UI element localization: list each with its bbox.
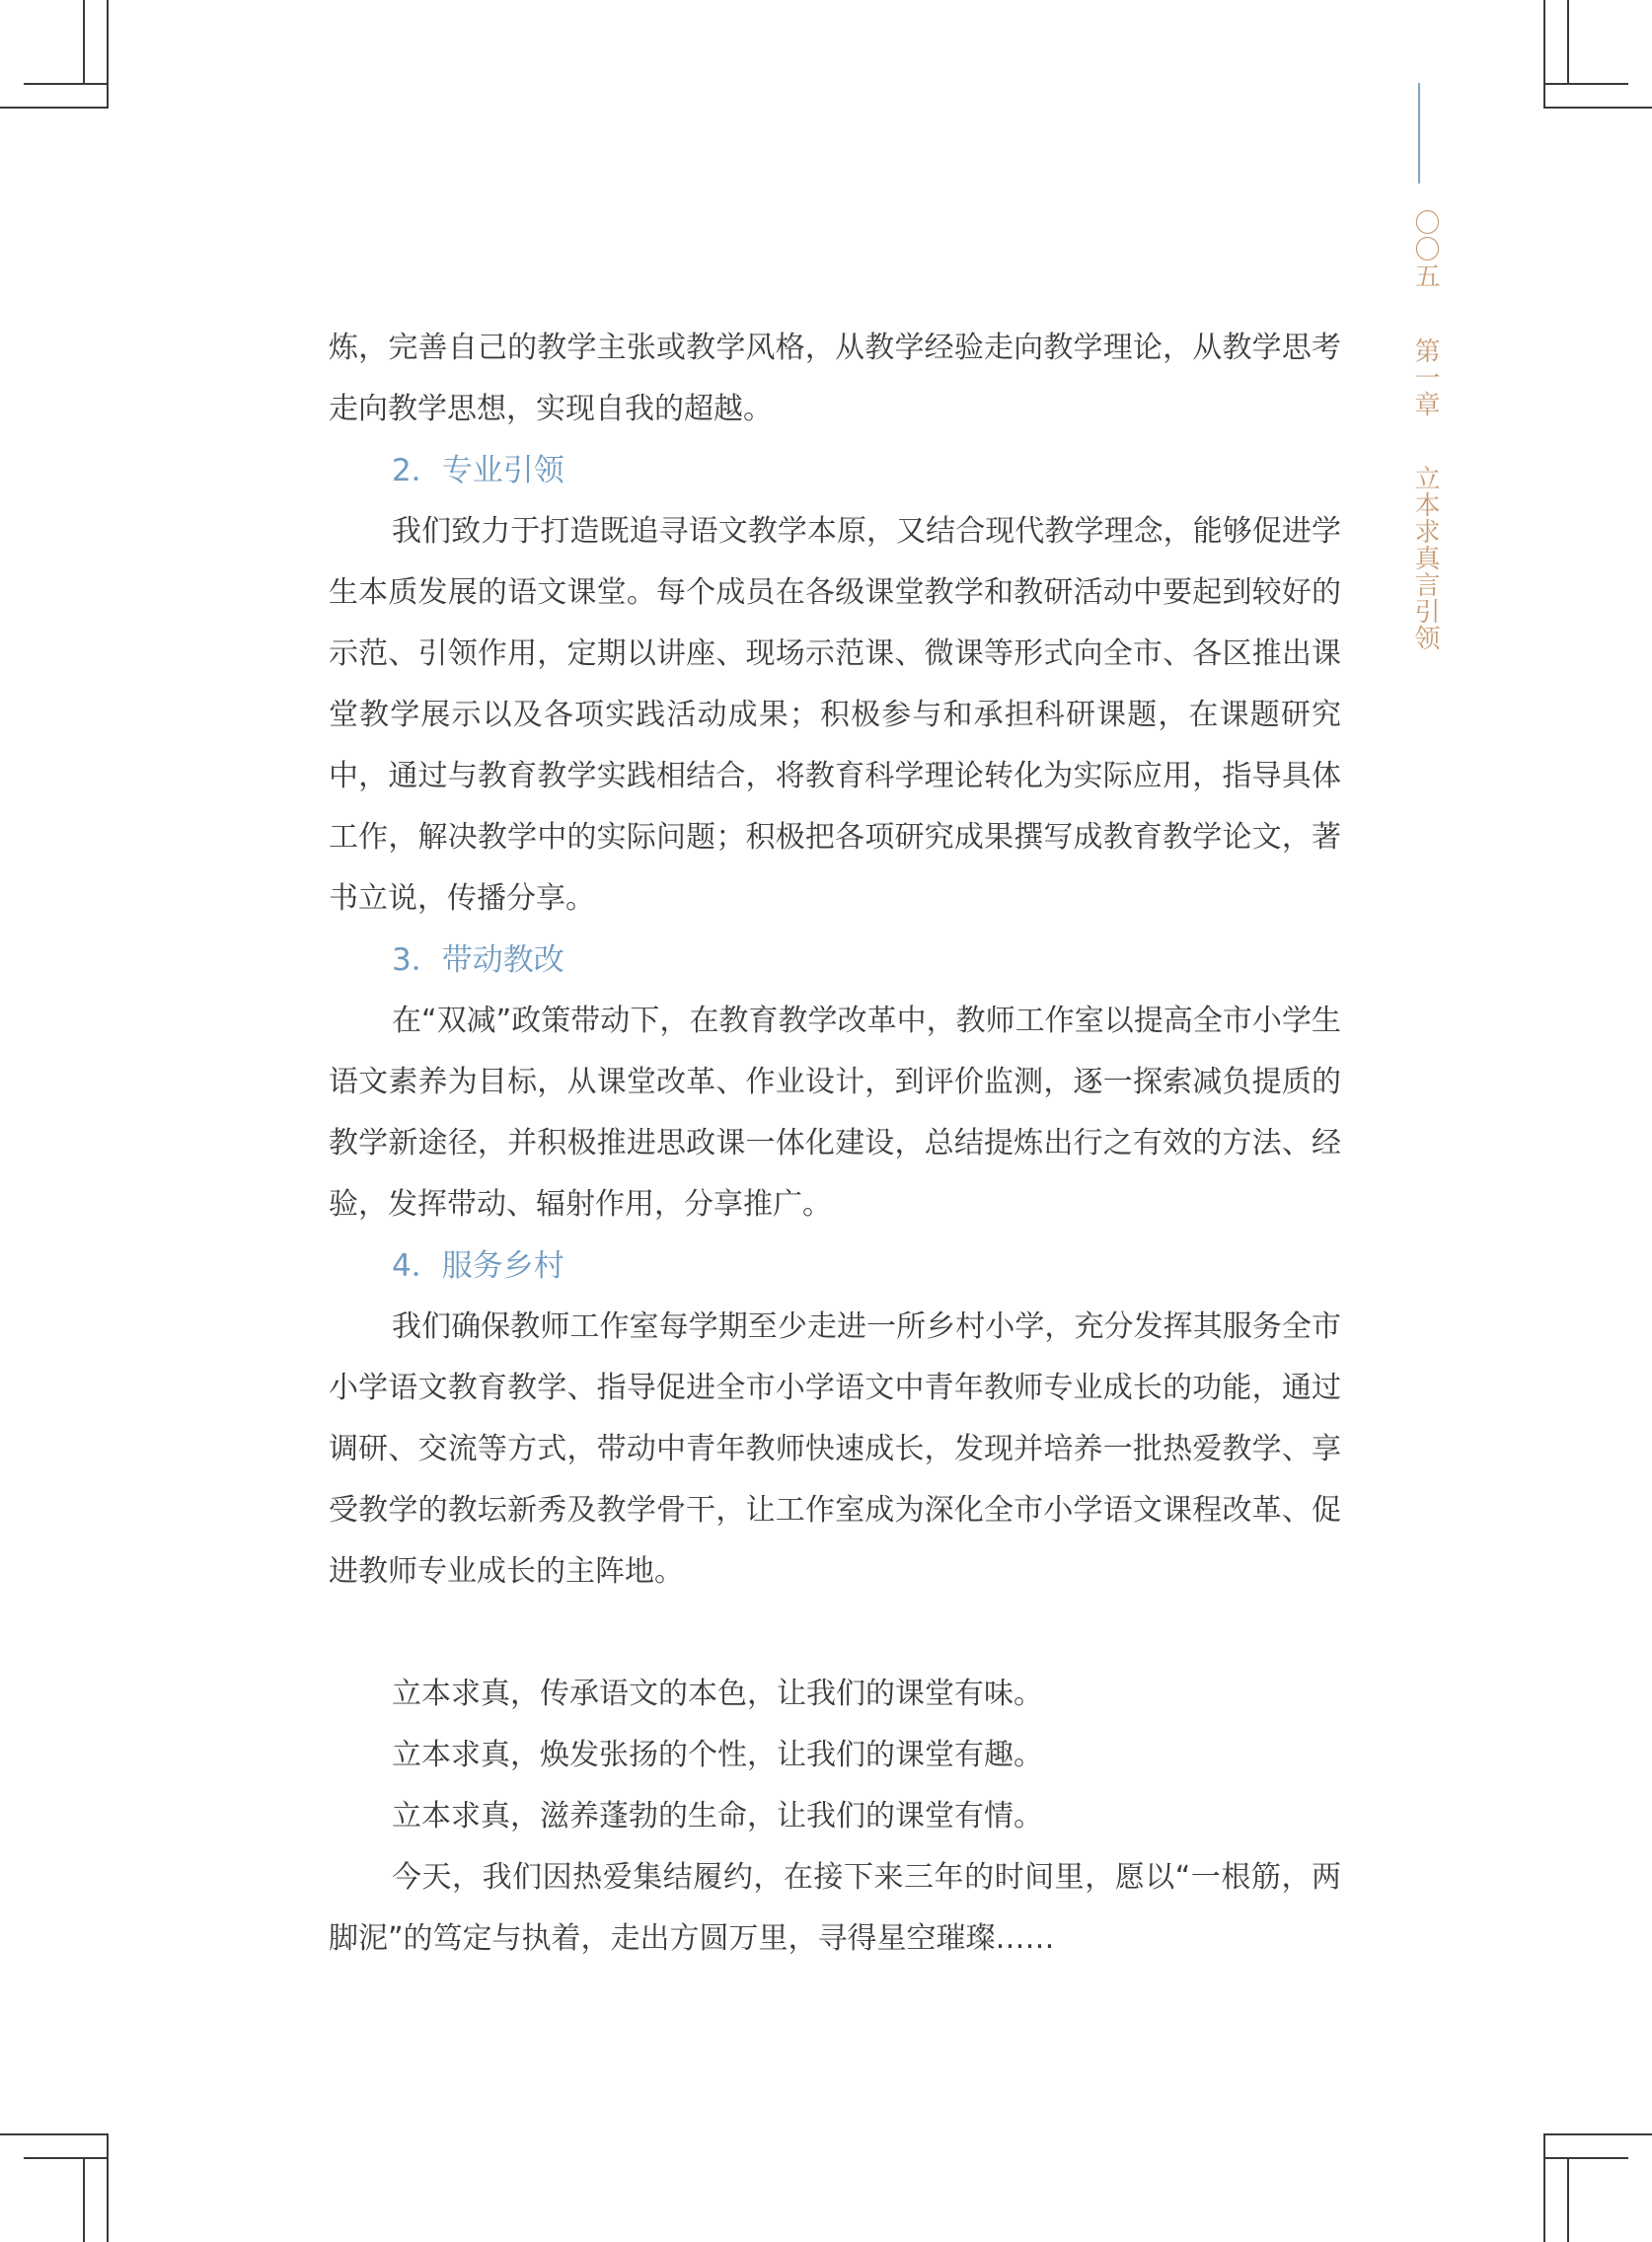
closing-paragraph: 今天，我们因热爱集结履约，在接下来三年的时间里，愿以“一根筋，两脚泥”的笃定与执着，走出方圆万里，寻得星空璀璨…… bbox=[329, 1860, 1341, 1956]
crop-mark-top-left-vertical-inner bbox=[83, 0, 85, 85]
closing-line-3: 立本求真，滋养蓬勃的生命，让我们的课堂有情。 bbox=[392, 1799, 1043, 1833]
crop-mark-top-left-horizontal bbox=[0, 107, 109, 109]
crop-mark-top-right-vertical bbox=[1543, 0, 1545, 109]
running-head bbox=[1399, 209, 1439, 651]
page-number: 〇〇五 bbox=[1410, 209, 1440, 289]
crop-mark-bottom-right-horizontal bbox=[1543, 2133, 1652, 2135]
crop-mark-bottom-right-vertical bbox=[1543, 2133, 1545, 2242]
page-body bbox=[329, 318, 1341, 1970]
crop-mark-bottom-left-horizontal bbox=[0, 2133, 109, 2135]
paragraph-4: 我们确保教师工作室每学期至少走进一所乡村小学，充分发挥其服务全市小学语文教育教学、指导促进全市小学语文中青年教师专业成长的功能，通过调研、交流等方式，带动中青年教师快速成长，发现并培养一批热爱教学、享受教学的教坛新秀及教学骨干，让工作室成为深化全市小学语文课程改革、促进教师专业成长的主阵地。 bbox=[329, 1309, 1341, 1589]
crop-mark-bottom-right-horizontal-inner bbox=[1543, 2157, 1628, 2159]
paragraph-2: 我们致力于打造既追寻语文教学本原，又结合现代教学理念，能够促进学生本质发展的语文课堂。每个成员在各级课堂教学和教研活动中要起到较好的示范、引领作用，定期以讲座、现场示范课、微课等形式向全市、各区推出课堂教学展示以及各项实践活动成果；积极参与和承担科研课题，在课题研究中，通过与教育教学实践相结合，将教育科学理论转化为实际应用，指导具体工作，解决教学中的实际问题；积极把各项研究成果撰写成教育教学论文，著书立说，传播分享。 bbox=[329, 514, 1341, 916]
paragraph-continued: 炼，完善自己的教学主张或教学风格，从教学经验走向教学理论，从教学思考走向教学思想，实现自我的超越。 bbox=[329, 331, 1341, 426]
crop-mark-top-right-horizontal bbox=[1543, 107, 1652, 109]
section-heading-2: 2．专业引领 bbox=[392, 453, 564, 488]
closing-line-2: 立本求真，焕发张扬的个性，让我们的课堂有趣。 bbox=[392, 1738, 1043, 1772]
crop-mark-bottom-left-vertical-inner bbox=[83, 2157, 85, 2242]
crop-mark-bottom-right-vertical-inner bbox=[1567, 2157, 1569, 2242]
chapter-title: 立本求真言引领 bbox=[1410, 465, 1440, 652]
crop-mark-top-right-horizontal-inner bbox=[1543, 83, 1628, 85]
running-head-rule bbox=[1418, 83, 1420, 184]
paragraph-3: 在“双减”政策带动下，在教育教学改革中，教师工作室以提高全市小学生语文素养为目标，从课堂改革、作业设计，到评价监测，逐一探索减负提质的教学新途径，并积极推进思政课一体化建设，总结提炼出行之有效的方法、经验，发挥带动、辐射作用，分享推广。 bbox=[329, 1004, 1341, 1222]
crop-mark-bottom-left-vertical bbox=[107, 2133, 109, 2242]
section-heading-3: 3．带动教改 bbox=[392, 942, 564, 978]
crop-mark-top-right-vertical-inner bbox=[1567, 0, 1569, 85]
crop-mark-bottom-left-horizontal-inner bbox=[24, 2157, 109, 2159]
chapter-label: 第一章 bbox=[1410, 336, 1440, 417]
section-heading-4: 4．服务乡村 bbox=[392, 1248, 564, 1284]
section-spacer bbox=[329, 1603, 1341, 1664]
closing-line-1: 立本求真，传承语文的本色，让我们的课堂有味。 bbox=[392, 1677, 1043, 1711]
crop-mark-top-left-vertical bbox=[107, 0, 109, 109]
crop-mark-top-left-horizontal-inner bbox=[24, 83, 109, 85]
